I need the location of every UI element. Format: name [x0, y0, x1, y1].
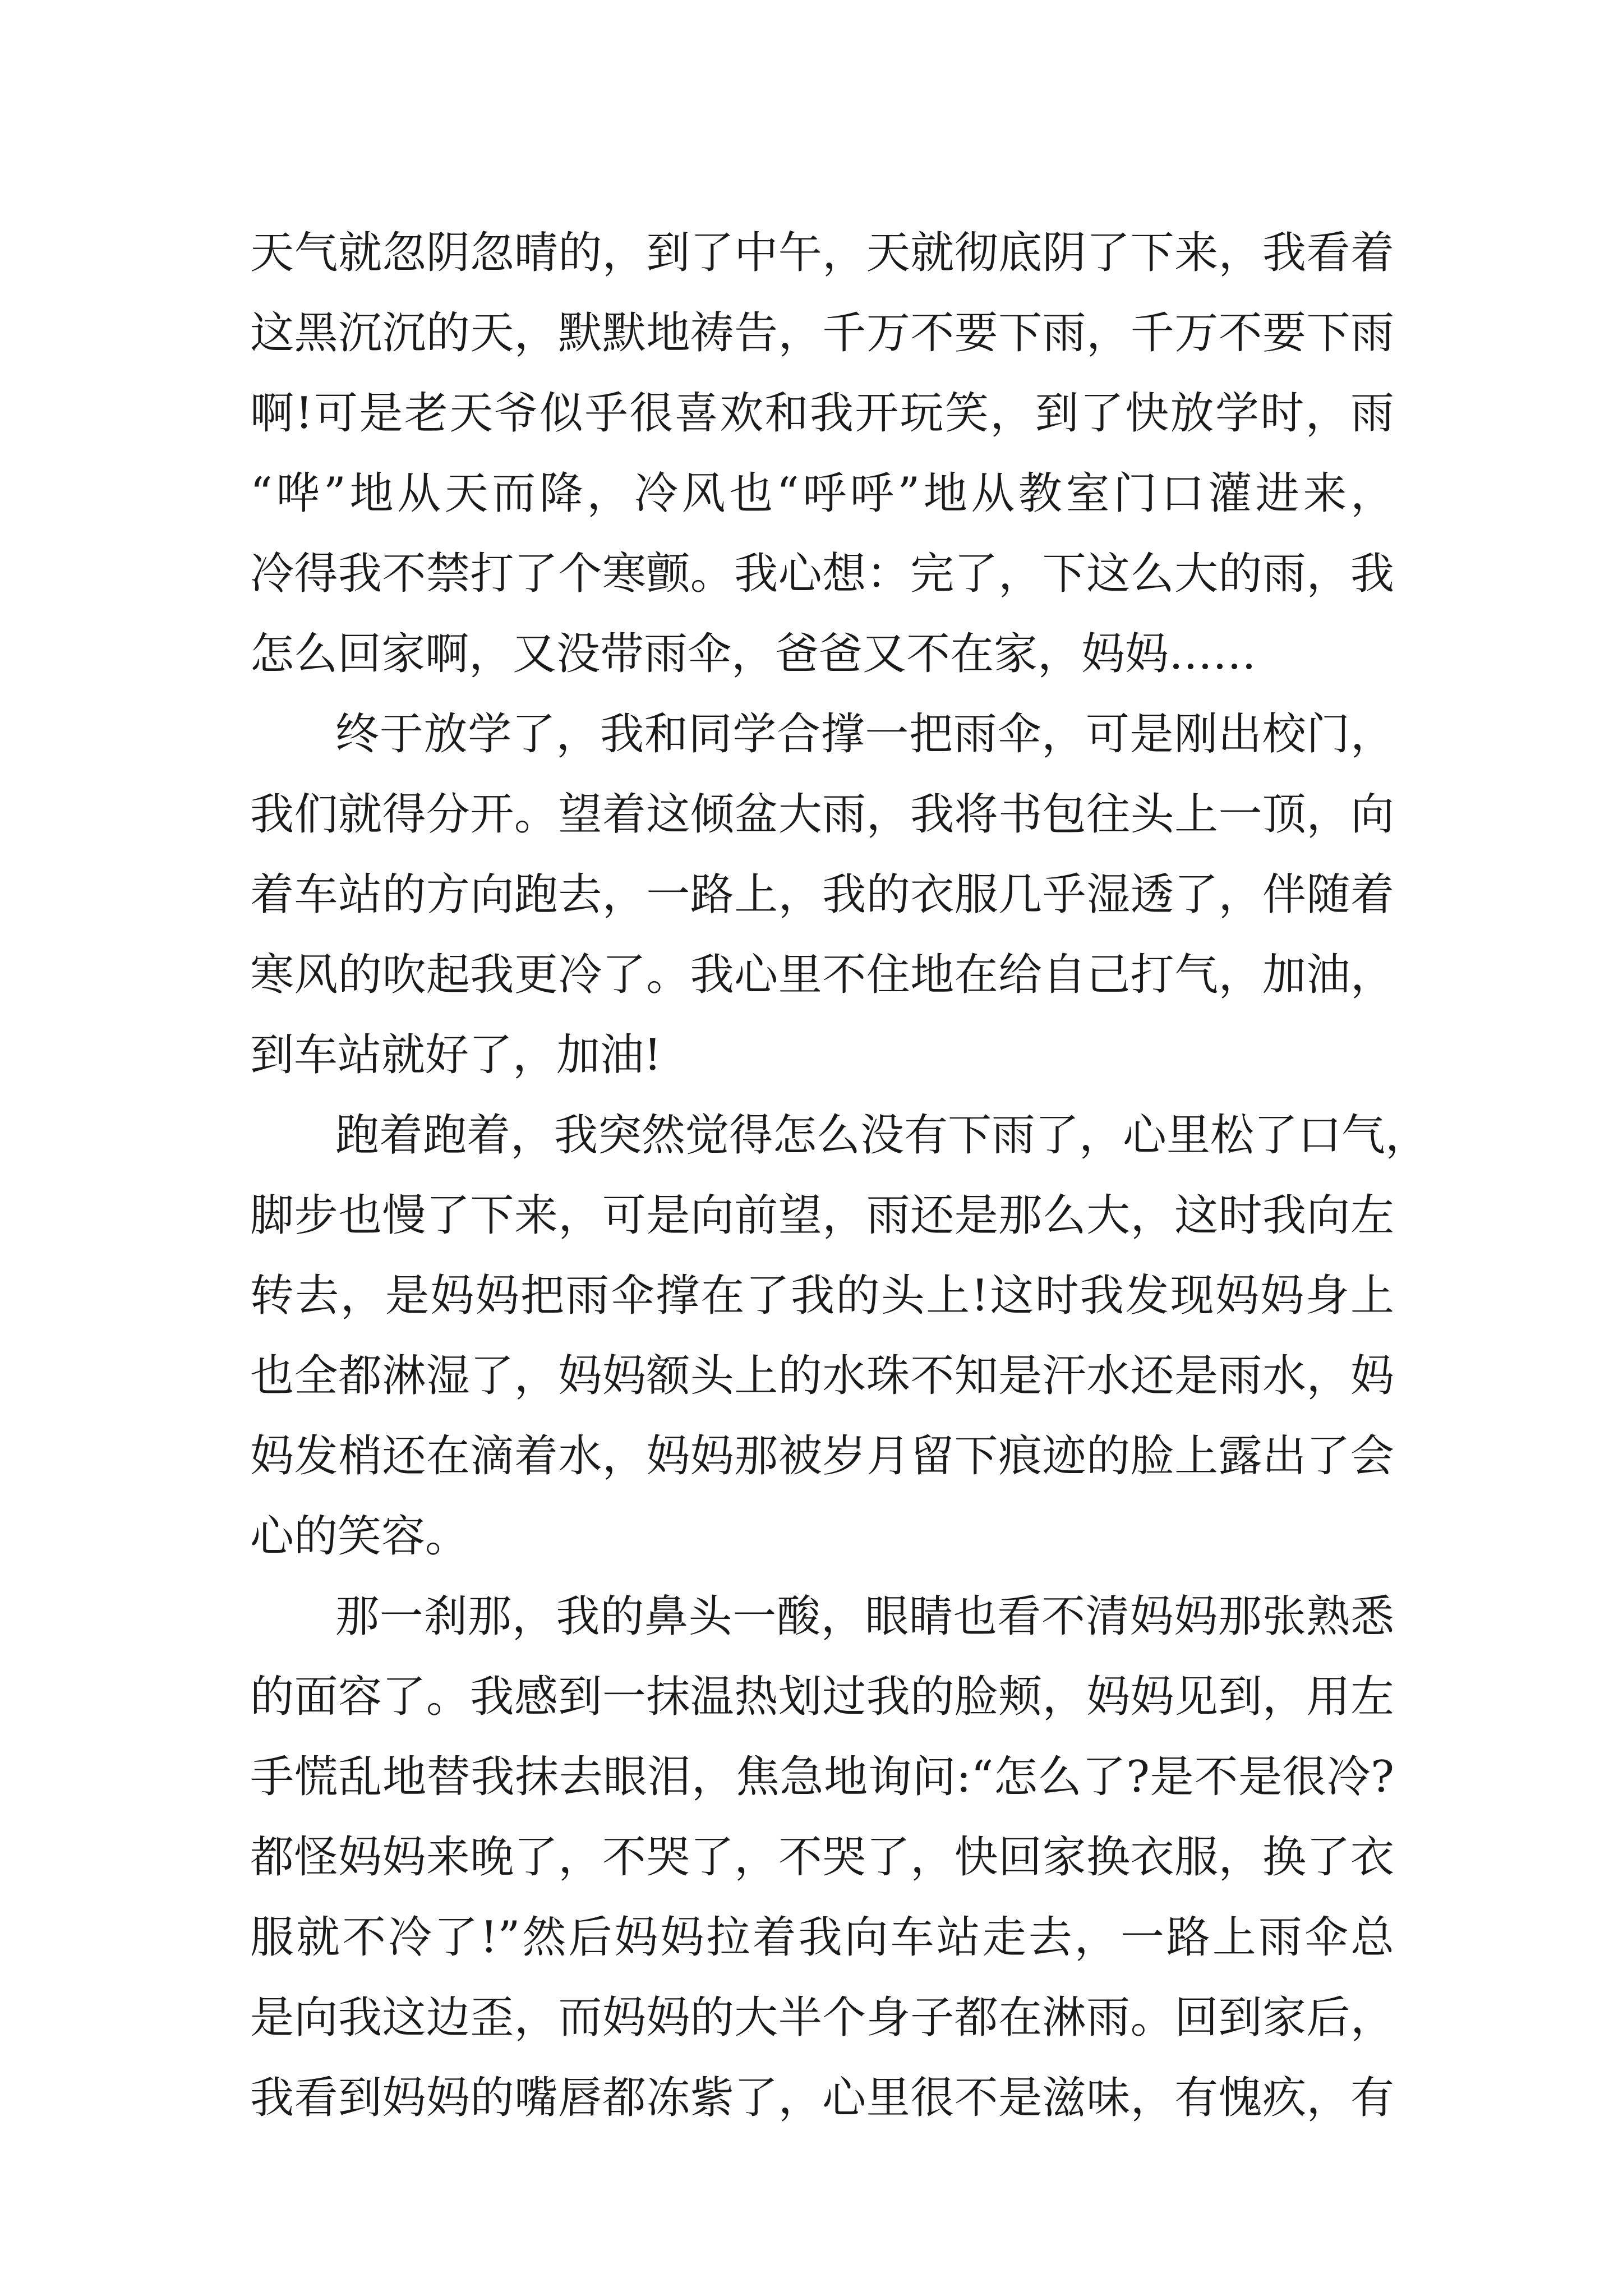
- text-line: 是向我这边歪，而妈妈的大半个身子都在淋雨。回到家后，: [250, 1993, 1394, 2043]
- text-line: 脚步也慢了下来，可是向前望，雨还是那么大，这时我向左: [250, 1190, 1394, 1241]
- text-line: 也全都淋湿了，妈妈额头上的水珠不知是汗水还是雨水，妈: [250, 1351, 1394, 1401]
- text-line: 怎么回家啊，又没带雨伞，爸爸又不在家，妈妈……: [250, 629, 1257, 679]
- text-line: 心的笑容。: [250, 1511, 469, 1562]
- text-line: 服就不冷了!”然后妈妈拉着我向车站走去，一路上雨伞总: [250, 1912, 1394, 1963]
- text-line: 冷得我不禁打了个寒颤。我心想：完了，下这么大的雨，我: [250, 549, 1394, 599]
- text-line: 我看到妈妈的嘴唇都冻紫了，心里很不是滋味，有愧疚，有: [250, 2073, 1394, 2123]
- paragraph-start-line: 跑着跑着，我突然觉得怎么没有下雨了，心里松了口气，: [335, 1110, 1430, 1161]
- paragraph-start-line: 终于放学了，我和同学合撑一把雨伞，可是刚出校门，: [335, 709, 1394, 760]
- text-line: 天气就忽阴忽晴的，到了中午，天就彻底阴了下来，我看着: [250, 228, 1394, 278]
- text-line: 妈发梢还在滴着水，妈妈那被岁月留下痕迹的脸上露出了会: [250, 1431, 1394, 1481]
- text-line: 我们就得分开。望着这倾盆大雨，我将书包往头上一顶，向: [250, 789, 1394, 840]
- text-line: 都怪妈妈来晚了，不哭了，不哭了，快回家换衣服，换了衣: [250, 1832, 1394, 1883]
- paragraph-start-line: 那一刹那，我的鼻头一酸，眼睛也看不清妈妈那张熟悉: [335, 1591, 1394, 1642]
- text-line: 转去，是妈妈把雨伞撑在了我的头上!这时我发现妈妈身上: [250, 1271, 1394, 1321]
- text-line: 手慌乱地替我抹去眼泪，焦急地询问:“怎么了?是不是很冷?: [250, 1752, 1394, 1802]
- text-line: 这黑沉沉的天，默默地祷告，千万不要下雨，千万不要下雨: [250, 308, 1394, 358]
- text-line: 到车站就好了，加油!: [250, 1030, 662, 1080]
- text-line: 着车站的方向跑去，一路上，我的衣服几乎湿透了，伴随着: [250, 869, 1394, 920]
- text-line: “哗”地从天而降，冷风也“呼呼”地从教室门口灌进来，: [250, 468, 1394, 519]
- body-text: [250, 213, 1430, 2138]
- text-line: 寒风的吹起我更冷了。我心里不住地在给自己打气，加油，: [250, 950, 1394, 1000]
- text-line: 啊!可是老天爷似乎很喜欢和我开玩笑，到了快放学时，雨: [250, 388, 1394, 439]
- text-line: 的面容了。我感到一抹温热划过我的脸颊，妈妈见到，用左: [250, 1672, 1394, 1722]
